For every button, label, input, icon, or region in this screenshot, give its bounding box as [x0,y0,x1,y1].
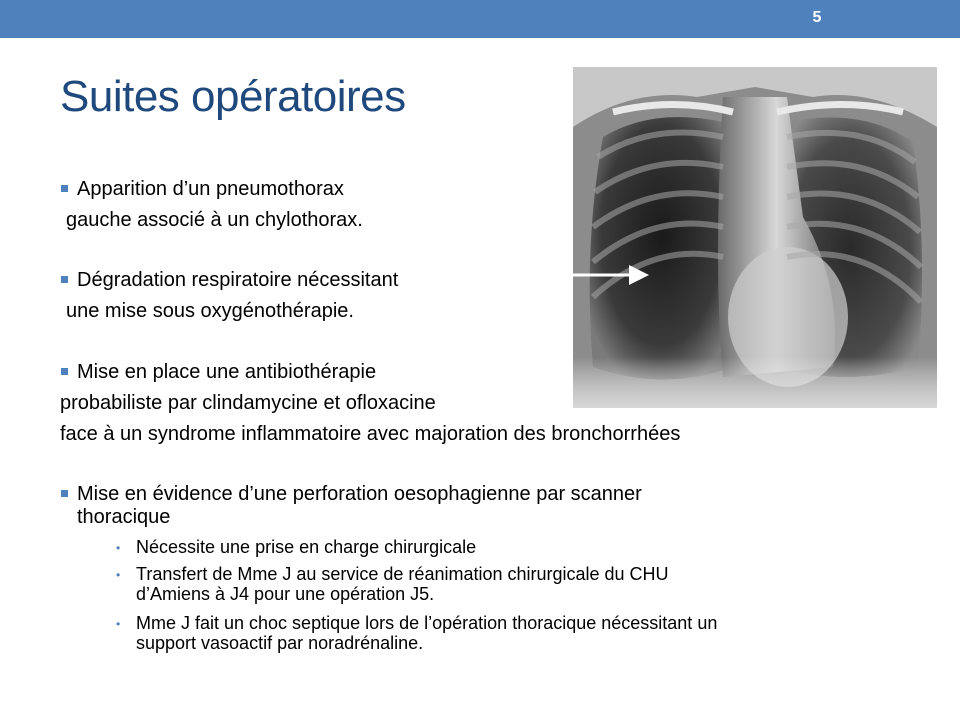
bullet-marker [61,368,68,375]
bullet-4-line1: Mise en évidence d’une perforation oesophagienne par scanner [77,483,642,505]
bullet-3-line3: face à un syndrome inflammatoire avec majoration des bronchorrhées [60,423,681,445]
sub-bullet-marker: • [116,541,121,555]
bullet-2-line2: une mise sous oxygénothérapie. [66,300,354,322]
bullet-marker [61,490,68,497]
sub-bullet-marker: • [116,568,121,582]
bullet-3-line1: Mise en place une antibiothérapie [77,361,377,383]
sub-bullet-3-line2: support vasoactif par noradrénaline. [136,633,424,653]
chest-xray-image [573,67,937,408]
slide-number: 5 [812,9,822,26]
bullet-3-line2: probabiliste par clindamycine et ofloxacine [60,392,436,414]
bullet-2-line1: Dégradation respiratoire nécessitant [77,269,399,291]
bullet-marker [61,276,68,283]
bullet-1-line1: Apparition d’un pneumothorax [77,178,344,200]
sub-bullet-3-line1: Mme J fait un choc septique lors de l’opération thoracique nécessitant un [136,613,718,633]
bullet-4-line2: thoracique [77,506,171,528]
bullet-1-line2: gauche associé à un chylothorax. [66,209,363,231]
bullet-marker [61,185,68,192]
slide-title: Suites opératoires [60,72,406,121]
sub-bullet-2-line1: Transfert de Mme J au service de réanimation chirurgicale du CHU [136,564,669,584]
sub-bullet-1-line1: Nécessite une prise en charge chirurgicale [136,537,477,557]
sub-bullet-2-line2: d’Amiens à J4 pour une opération J5. [136,584,435,604]
sub-bullet-marker: • [116,617,121,631]
